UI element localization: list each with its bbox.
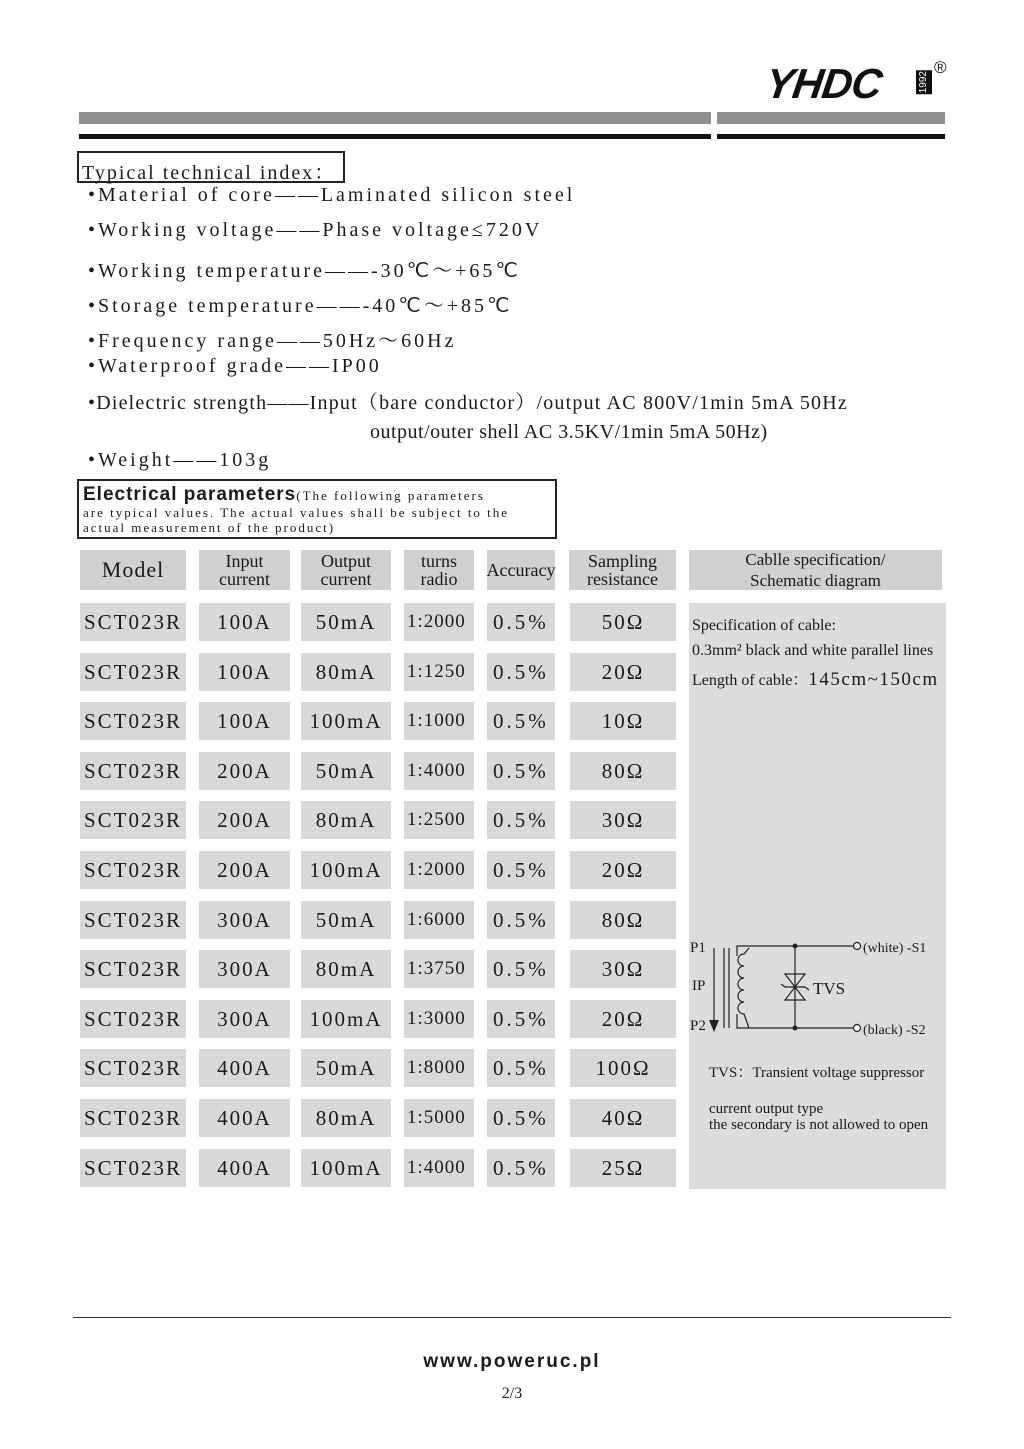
cell-model: SCT023R — [80, 1049, 186, 1087]
schematic-diagram — [689, 930, 946, 1040]
cell-turns-ratio: 1:5000 — [404, 1099, 474, 1137]
cell-input-current: 300A — [199, 950, 290, 988]
schematic-black-label: (black) -S2 — [863, 1023, 926, 1038]
cell-model: SCT023R — [80, 653, 186, 691]
cell-model: SCT023R — [80, 851, 186, 889]
col-header-turns — [404, 550, 474, 590]
primary-arrow-icon — [709, 1020, 719, 1032]
cell-output-current: 100mA — [301, 1000, 391, 1038]
header-bar-gray-left — [79, 112, 711, 124]
cable-spec-label: Specification of cable: — [692, 617, 836, 634]
header-bar-black-right — [717, 134, 945, 139]
electrical-note-2: are typical values. The actual values shall be subject to the — [83, 505, 510, 520]
cell-output-current: 100mA — [301, 1149, 391, 1187]
cell-model: SCT023R — [80, 1000, 186, 1038]
schematic-tvs-label: TVS — [813, 979, 846, 998]
cell-input-current: 200A — [199, 851, 290, 889]
cell-input-current: 200A — [199, 801, 290, 839]
cell-accuracy: 0.5% — [487, 603, 555, 641]
cell-sampling-resistance: 100Ω — [570, 1049, 676, 1087]
electrical-title: Electrical parameters — [83, 484, 297, 505]
cell-accuracy: 0.5% — [487, 1099, 555, 1137]
spec-storage-temp: •Storage temperature——-40℃～+85℃ — [88, 295, 513, 317]
spec-dielectric-cont: output/outer shell AC 3.5KV/1min 5mA 50Hz) — [370, 421, 768, 443]
terminal-s2-icon — [854, 1025, 861, 1032]
col-header-sampling-l1: Sampling — [587, 551, 657, 571]
cell-output-current: 80mA — [301, 1099, 391, 1137]
cable-length — [692, 667, 939, 691]
cell-model: SCT023R — [80, 1149, 186, 1187]
cable-length-value: 145cm~150cm — [808, 669, 939, 690]
col-header-accuracy: Accuracy — [487, 550, 555, 590]
cell-turns-ratio: 1:1250 — [404, 653, 474, 691]
footer-website[interactable]: www.poweruc.pl — [423, 1351, 601, 1372]
cell-sampling-resistance: 20Ω — [570, 851, 676, 889]
spec-voltage: •Working voltage——Phase voltage≤720V — [88, 219, 543, 241]
cell-sampling-resistance: 20Ω — [570, 1000, 676, 1038]
schematic-p1: P1 — [690, 940, 706, 956]
cell-accuracy: 0.5% — [487, 653, 555, 691]
col-header-output-l2: current — [320, 569, 372, 589]
cell-model: SCT023R — [80, 1099, 186, 1137]
cable-spec-line: 0.3mm² black and white parallel lines — [692, 642, 934, 659]
col-header-model: Model — [80, 550, 186, 590]
cell-input-current: 100A — [199, 653, 290, 691]
cell-turns-ratio: 1:1000 — [404, 702, 474, 740]
col-header-turns-l2: radio — [420, 569, 458, 589]
electrical-note-1: (The following parameters — [296, 488, 485, 503]
col-header-output — [301, 550, 391, 590]
cable-length-label: Length of cable： — [692, 672, 809, 689]
cell-output-current: 50mA — [301, 752, 391, 790]
registered-mark: ® — [934, 58, 947, 77]
cell-accuracy: 0.5% — [487, 901, 555, 939]
cell-accuracy: 0.5% — [487, 801, 555, 839]
cell-input-current: 400A — [199, 1099, 290, 1137]
cell-turns-ratio: 1:4000 — [404, 1149, 474, 1187]
cell-sampling-resistance: 80Ω — [570, 901, 676, 939]
col-header-output-l1: Output — [320, 551, 371, 571]
spec-weight: •Weight——103g — [88, 449, 272, 471]
cell-turns-ratio: 1:2500 — [404, 801, 474, 839]
cell-accuracy: 0.5% — [487, 1049, 555, 1087]
cell-accuracy: 0.5% — [487, 1000, 555, 1038]
cell-input-current: 100A — [199, 603, 290, 641]
col-header-cable-l2: Schematic diagram — [750, 571, 881, 590]
spec-core: •Material of core——Laminated silicon steel — [88, 184, 576, 206]
cell-accuracy: 0.5% — [487, 950, 555, 988]
col-header-turns-l1: turns — [421, 551, 457, 571]
schematic-p2: P2 — [690, 1018, 706, 1034]
cell-sampling-resistance: 50Ω — [570, 603, 676, 641]
secondary-note: the secondary is not allowed to open — [709, 1117, 929, 1133]
cell-model: SCT023R — [80, 950, 186, 988]
electrical-note-3: actual measurement of the product) — [83, 520, 336, 535]
cell-turns-ratio: 1:3750 — [404, 950, 474, 988]
cell-turns-ratio: 1:6000 — [404, 901, 474, 939]
technical-title: Typical technical index： — [82, 162, 337, 184]
cell-sampling-resistance: 10Ω — [570, 702, 676, 740]
cell-output-current: 50mA — [301, 1049, 391, 1087]
cell-sampling-resistance: 40Ω — [570, 1099, 676, 1137]
cell-output-current: 80mA — [301, 801, 391, 839]
secondary-coil-icon — [738, 948, 749, 1028]
cell-accuracy: 0.5% — [487, 1149, 555, 1187]
cell-input-current: 200A — [199, 752, 290, 790]
cell-input-current: 400A — [199, 1149, 290, 1187]
spec-dielectric: •Dielectric strength——Input（bare conductor）/output AC 800V/1min 5mA 50Hz — [88, 392, 848, 414]
cell-turns-ratio: 1:8000 — [404, 1049, 474, 1087]
col-header-cable-l1: Cablle specification/ — [745, 550, 886, 569]
cell-model: SCT023R — [80, 752, 186, 790]
cell-accuracy: 0.5% — [487, 752, 555, 790]
cell-input-current: 100A — [199, 702, 290, 740]
terminal-s1-icon — [854, 943, 861, 950]
cell-sampling-resistance: 25Ω — [570, 1149, 676, 1187]
cell-output-current: 80mA — [301, 653, 391, 691]
col-header-sampling-l2: resistance — [587, 569, 658, 589]
col-header-sampling — [569, 550, 676, 590]
cell-turns-ratio: 1:4000 — [404, 752, 474, 790]
spec-working-temp: •Working temperature——-30℃～+65℃ — [88, 260, 521, 282]
technical-title-box — [77, 151, 345, 183]
cell-model: SCT023R — [80, 702, 186, 740]
spec-frequency: •Frequency range——50Hz～60Hz — [88, 330, 457, 352]
cell-sampling-resistance: 30Ω — [570, 950, 676, 988]
cell-output-current: 50mA — [301, 603, 391, 641]
cell-input-current: 300A — [199, 1000, 290, 1038]
schematic-ip: IP — [692, 978, 706, 994]
cell-sampling-resistance: 80Ω — [570, 752, 676, 790]
brand-logo — [762, 58, 956, 107]
spec-waterproof: •Waterproof grade——IP00 — [88, 355, 382, 377]
cell-sampling-resistance: 30Ω — [570, 801, 676, 839]
cell-accuracy: 0.5% — [487, 851, 555, 889]
cell-output-current: 80mA — [301, 950, 391, 988]
header-bar-gray-right — [717, 112, 945, 124]
col-header-input: Input current — [199, 550, 290, 590]
footer-page-number: 2/3 — [501, 1385, 523, 1402]
col-header-cable — [689, 550, 942, 590]
cell-model: SCT023R — [80, 801, 186, 839]
cell-output-current: 100mA — [301, 851, 391, 889]
logo-year: 1992 — [916, 70, 932, 94]
footer-divider — [73, 1317, 951, 1318]
logo-brand: YHDC — [762, 60, 885, 107]
cell-turns-ratio: 1:3000 — [404, 1000, 474, 1038]
cell-model: SCT023R — [80, 603, 186, 641]
header-bar-black-left — [79, 134, 711, 139]
cell-accuracy: 0.5% — [487, 702, 555, 740]
cell-turns-ratio: 1:2000 — [404, 851, 474, 889]
cell-sampling-resistance: 20Ω — [570, 653, 676, 691]
electrical-title-box — [77, 479, 557, 539]
cell-input-current: 300A — [199, 901, 290, 939]
cell-turns-ratio: 1:2000 — [404, 603, 474, 641]
schematic-white-label: (white) -S1 — [863, 941, 927, 956]
cell-output-current: 50mA — [301, 901, 391, 939]
cell-output-current: 100mA — [301, 702, 391, 740]
output-type-note: current output type — [709, 1101, 824, 1117]
tvs-note: TVS：Transient voltage suppressor — [709, 1065, 925, 1081]
cell-model: SCT023R — [80, 901, 186, 939]
cell-input-current: 400A — [199, 1049, 290, 1087]
